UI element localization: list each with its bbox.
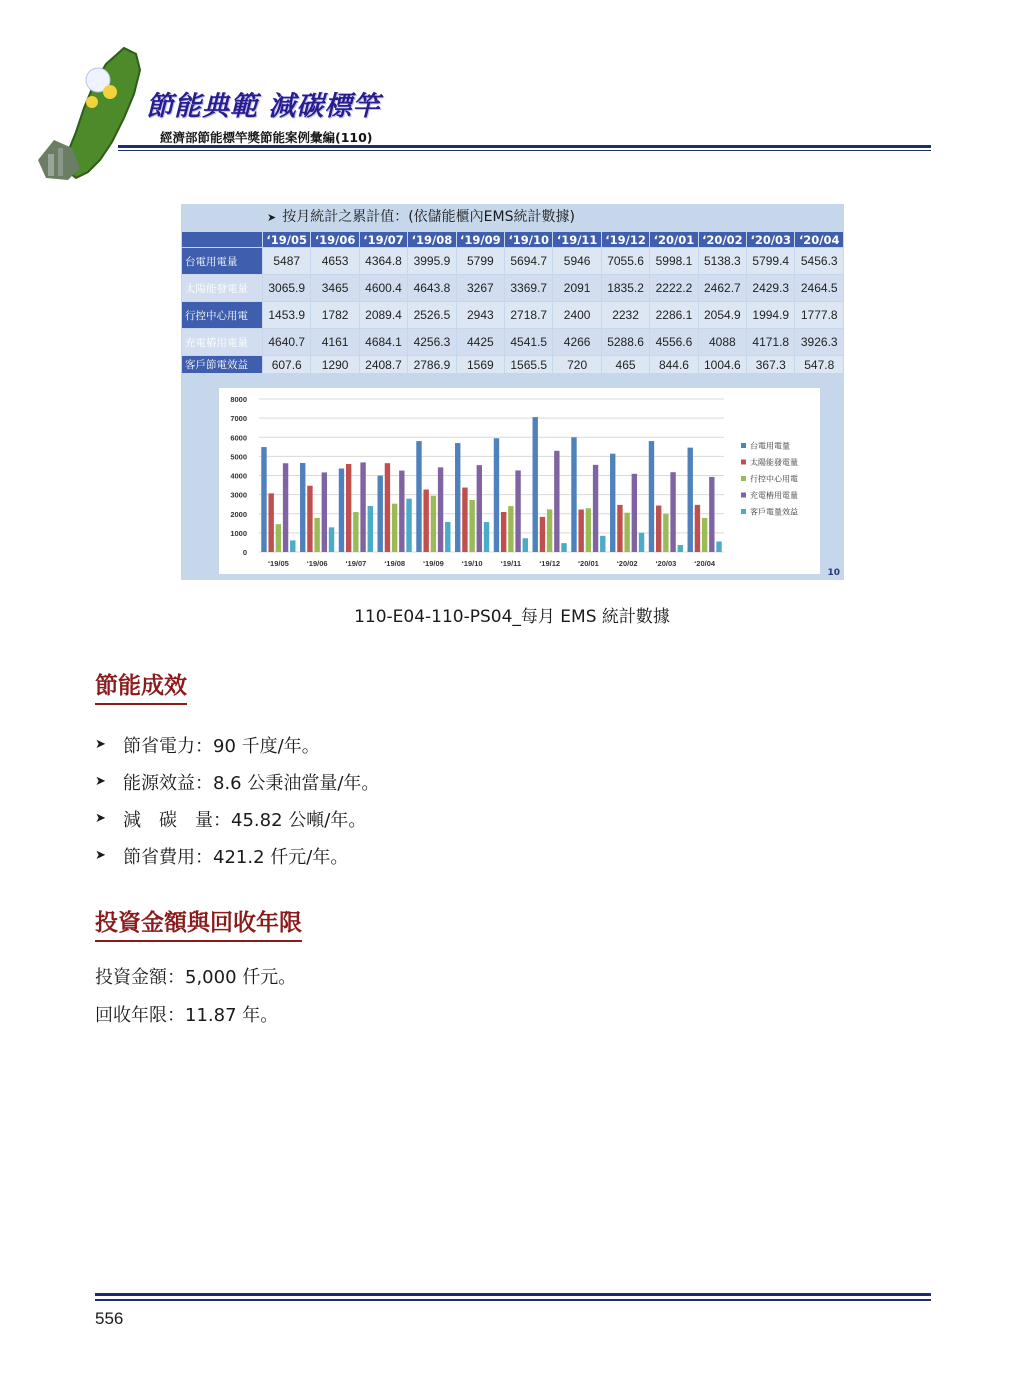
bar-1 <box>610 454 615 552</box>
table-cell: 844.6 <box>650 356 697 373</box>
bar-5 <box>329 527 334 552</box>
table-cell: 1777.8 <box>795 302 843 328</box>
footer-rule-thin <box>95 1299 931 1301</box>
table-cell: 2429.3 <box>747 275 794 301</box>
table-cell: 2054.9 <box>699 302 746 328</box>
section-heading-savings: 節能成效 <box>95 667 187 705</box>
bar-3 <box>702 518 707 552</box>
list-item <box>95 837 379 874</box>
table-cell: 465 <box>602 356 649 373</box>
bar-1 <box>688 448 693 552</box>
table-cell: 3465 <box>311 275 358 301</box>
header-rule <box>118 145 931 148</box>
table-row-label: 台電用電量 <box>182 248 262 274</box>
legend-label: 客戶電量效益 <box>750 507 798 517</box>
table-cell: 4600.4 <box>360 275 407 301</box>
bar-5 <box>484 522 489 552</box>
bar-2 <box>540 517 545 552</box>
legend-label: 行控中心用電 <box>750 474 798 484</box>
table-row-label: 客戶節電效益 <box>182 356 262 373</box>
list-item <box>95 800 379 837</box>
table-row <box>182 275 843 301</box>
arrow-bullet-icon: ➤ <box>95 737 106 752</box>
table-cell: 5456.3 <box>795 248 843 274</box>
table-month-header: ‘19/06 <box>311 232 358 247</box>
bar-1 <box>494 438 499 552</box>
table-cell: 2089.4 <box>360 302 407 328</box>
table-cell: 4653 <box>311 248 358 274</box>
table-cell: 2462.7 <box>699 275 746 301</box>
bar-2 <box>423 490 428 552</box>
x-tick-label: ‘20/03 <box>655 559 677 568</box>
table-cell: 2464.5 <box>795 275 843 301</box>
slide-title-text: 按月統計之累計值：(依儲能櫃內EMS統計數據) <box>282 209 575 225</box>
x-tick-label: ‘19/08 <box>384 559 406 568</box>
table-cell: 1453.9 <box>263 302 310 328</box>
bar-1 <box>261 447 266 552</box>
table-cell: 3267 <box>457 275 504 301</box>
table-cell: 2786.9 <box>408 356 455 373</box>
y-tick-label: 5000 <box>230 452 247 462</box>
header-title: 節能典範 減碳標竿 <box>146 91 381 122</box>
arrow-bullet-icon: ➤ <box>95 774 106 789</box>
bar-3 <box>276 524 281 552</box>
x-tick-label: ‘19/09 <box>422 559 444 568</box>
bar-1 <box>339 469 344 552</box>
x-tick-label: ‘20/02 <box>616 559 638 568</box>
table-month-header: ‘19/12 <box>602 232 649 247</box>
bar-3 <box>624 513 629 552</box>
bar-5 <box>406 499 411 552</box>
y-tick-label: 2000 <box>230 509 247 519</box>
table-cell: 1004.6 <box>699 356 746 373</box>
table-cell: 3995.9 <box>408 248 455 274</box>
x-tick-label: ‘19/11 <box>500 559 522 568</box>
ems-slide-figure <box>181 204 844 580</box>
bar-1 <box>649 441 654 552</box>
table-cell: 607.6 <box>263 356 310 373</box>
x-tick-label: ‘20/04 <box>694 559 716 568</box>
table-row-label: 行控中心用電 <box>182 302 262 328</box>
table-cell: 1565.5 <box>505 356 552 373</box>
monthly-stats-table <box>181 231 844 374</box>
payback-period: 回收年限：11.87 年。 <box>95 1005 279 1026</box>
bar-5 <box>678 545 683 552</box>
bar-1 <box>300 463 305 552</box>
list-item-text: 節省費用：421.2 仟元/年。 <box>123 846 349 868</box>
table-cell: 2232 <box>602 302 649 328</box>
table-cell: 2526.5 <box>408 302 455 328</box>
section-heading-investment: 投資金額與回收年限 <box>95 904 302 942</box>
table-cell: 720 <box>553 356 600 373</box>
list-item-text: 節省電力：90 千度/年。 <box>123 735 320 757</box>
table-corner-cell <box>182 232 262 247</box>
table-cell: 367.3 <box>747 356 794 373</box>
table-cell: 4364.8 <box>360 248 407 274</box>
arrow-bullet-icon: ➤ <box>95 848 106 863</box>
bar-2 <box>656 506 661 552</box>
header-rule-thin <box>118 150 931 151</box>
bar-2 <box>617 505 622 552</box>
table-month-header: ‘19/10 <box>505 232 552 247</box>
table-row <box>182 248 843 274</box>
bar-1 <box>455 443 460 552</box>
arrow-bullet-icon: ➤ <box>267 211 277 224</box>
table-row <box>182 329 843 355</box>
bar-5 <box>445 522 450 552</box>
table-cell: 4556.6 <box>650 329 697 355</box>
bar-4 <box>515 470 520 552</box>
table-cell: 3065.9 <box>263 275 310 301</box>
bar-1 <box>571 437 576 552</box>
table-month-header: ‘20/02 <box>699 232 746 247</box>
bar-4 <box>593 465 598 552</box>
legend-swatch <box>741 509 746 514</box>
table-cell: 3369.7 <box>505 275 552 301</box>
bar-5 <box>639 533 644 552</box>
table-cell: 5998.1 <box>650 248 697 274</box>
table-month-header: ‘19/05 <box>263 232 310 247</box>
page-number: 556 <box>95 1309 124 1328</box>
chart-panel <box>219 388 820 574</box>
table-cell: 1835.2 <box>602 275 649 301</box>
table-row <box>182 356 843 373</box>
y-tick-label: 6000 <box>230 433 247 443</box>
bar-2 <box>578 510 583 552</box>
y-tick-label: 1000 <box>230 528 247 538</box>
table-header-row <box>182 232 843 247</box>
bar-2 <box>268 493 273 552</box>
table-row <box>182 302 843 328</box>
bar-1 <box>533 417 538 552</box>
bar-2 <box>695 505 700 552</box>
table-cell: 7055.6 <box>602 248 649 274</box>
bar-3 <box>547 509 552 552</box>
table-cell: 2222.2 <box>650 275 697 301</box>
footer-rule <box>95 1293 931 1296</box>
y-tick-label: 8000 <box>230 395 247 404</box>
table-cell: 4643.8 <box>408 275 455 301</box>
table-month-header: ‘20/01 <box>650 232 697 247</box>
table-cell: 1569 <box>457 356 504 373</box>
monthly-bar-chart <box>219 388 820 574</box>
arrow-bullet-icon: ➤ <box>95 811 106 826</box>
table-row-label: 太陽能發電量 <box>182 275 262 301</box>
table-row-label: 充電樁用電量 <box>182 329 262 355</box>
bar-3 <box>431 496 436 552</box>
legend-label: 台電用電量 <box>750 441 790 451</box>
bar-5 <box>368 506 373 552</box>
table-cell: 1290 <box>311 356 358 373</box>
bar-2 <box>501 512 506 552</box>
bar-4 <box>554 451 559 552</box>
legend-swatch <box>741 493 746 498</box>
bar-3 <box>353 512 358 552</box>
table-month-header: ‘20/03 <box>747 232 794 247</box>
bar-1 <box>378 476 383 552</box>
list-item-text: 減 碳 量：45.82 公噸/年。 <box>123 809 367 831</box>
table-month-header: ‘19/07 <box>360 232 407 247</box>
table-cell: 4640.7 <box>263 329 310 355</box>
y-tick-label: 0 <box>242 548 247 557</box>
savings-list <box>95 726 379 874</box>
bar-2 <box>462 488 467 552</box>
table-cell: 5946 <box>553 248 600 274</box>
table-cell: 2286.1 <box>650 302 697 328</box>
bar-1 <box>416 441 421 552</box>
table-cell: 2718.7 <box>505 302 552 328</box>
legend-label: 太陽能發電量 <box>750 458 798 467</box>
legend-swatch <box>741 460 746 465</box>
bar-3 <box>392 504 397 552</box>
table-cell: 5799 <box>457 248 504 274</box>
table-cell: 2408.7 <box>360 356 407 373</box>
table-cell: 4541.5 <box>505 329 552 355</box>
bar-3 <box>663 514 668 552</box>
table-cell: 5138.3 <box>699 248 746 274</box>
bar-4 <box>709 477 714 552</box>
x-tick-label: ‘19/07 <box>345 559 367 568</box>
table-cell: 3926.3 <box>795 329 843 355</box>
table-month-header: ‘19/09 <box>457 232 504 247</box>
bar-5 <box>523 538 528 552</box>
legend-swatch <box>741 443 746 448</box>
bar-3 <box>508 506 513 552</box>
bar-3 <box>469 500 474 552</box>
table-cell: 2400 <box>553 302 600 328</box>
table-cell: 5799.4 <box>747 248 794 274</box>
bar-3 <box>314 518 319 552</box>
table-cell: 4256.3 <box>408 329 455 355</box>
bar-4 <box>360 462 365 552</box>
header-subtitle: 經濟部節能標竿獎節能案例彙編(110) <box>160 130 373 145</box>
bar-2 <box>385 463 390 552</box>
table-cell: 4171.8 <box>747 329 794 355</box>
table-cell: 4684.1 <box>360 329 407 355</box>
table-month-header: ‘19/08 <box>408 232 455 247</box>
list-item <box>95 763 379 800</box>
bar-2 <box>307 486 312 552</box>
y-tick-label: 7000 <box>230 414 247 424</box>
x-tick-label: ‘19/10 <box>461 559 483 568</box>
x-tick-label: ‘20/01 <box>577 559 599 568</box>
table-cell: 5487 <box>263 248 310 274</box>
table-cell: 5288.6 <box>602 329 649 355</box>
bar-4 <box>670 472 675 552</box>
bar-4 <box>477 465 482 552</box>
bar-5 <box>561 543 566 552</box>
y-tick-label: 4000 <box>230 471 247 481</box>
bar-4 <box>399 471 404 552</box>
bar-5 <box>600 536 605 552</box>
list-item <box>95 726 379 763</box>
table-cell: 2091 <box>553 275 600 301</box>
legend-label: 充電樁用電量 <box>750 491 798 500</box>
slide-number: 10 <box>827 568 840 578</box>
table-month-header: ‘19/11 <box>553 232 600 247</box>
y-tick-label: 3000 <box>230 490 247 500</box>
taiwan-island-logo <box>28 44 156 182</box>
table-cell: 2943 <box>457 302 504 328</box>
bar-2 <box>346 464 351 552</box>
bar-4 <box>283 463 288 552</box>
table-cell: 1782 <box>311 302 358 328</box>
slide-title <box>267 206 575 226</box>
bar-3 <box>586 508 591 552</box>
table-cell: 5694.7 <box>505 248 552 274</box>
table-cell: 4161 <box>311 329 358 355</box>
table-month-header: ‘20/04 <box>795 232 843 247</box>
table-cell: 547.8 <box>795 356 843 373</box>
figure-caption: 110-E04-110-PS04_每月 EMS 統計數據 <box>354 607 670 627</box>
table-cell: 4088 <box>699 329 746 355</box>
list-item-text: 能源效益：8.6 公秉油當量/年。 <box>123 772 380 794</box>
bar-4 <box>438 467 443 552</box>
x-tick-label: ‘19/12 <box>539 559 561 568</box>
x-tick-label: ‘19/05 <box>267 559 289 568</box>
table-cell: 4266 <box>553 329 600 355</box>
investment-amount: 投資金額：5,000 仟元。 <box>95 967 297 988</box>
table-cell: 1994.9 <box>747 302 794 328</box>
bar-5 <box>716 542 721 552</box>
bar-4 <box>322 472 327 552</box>
bar-5 <box>290 540 295 552</box>
table-cell: 4425 <box>457 329 504 355</box>
x-tick-label: ‘19/06 <box>306 559 328 568</box>
bar-4 <box>632 474 637 552</box>
legend-swatch <box>741 476 746 481</box>
